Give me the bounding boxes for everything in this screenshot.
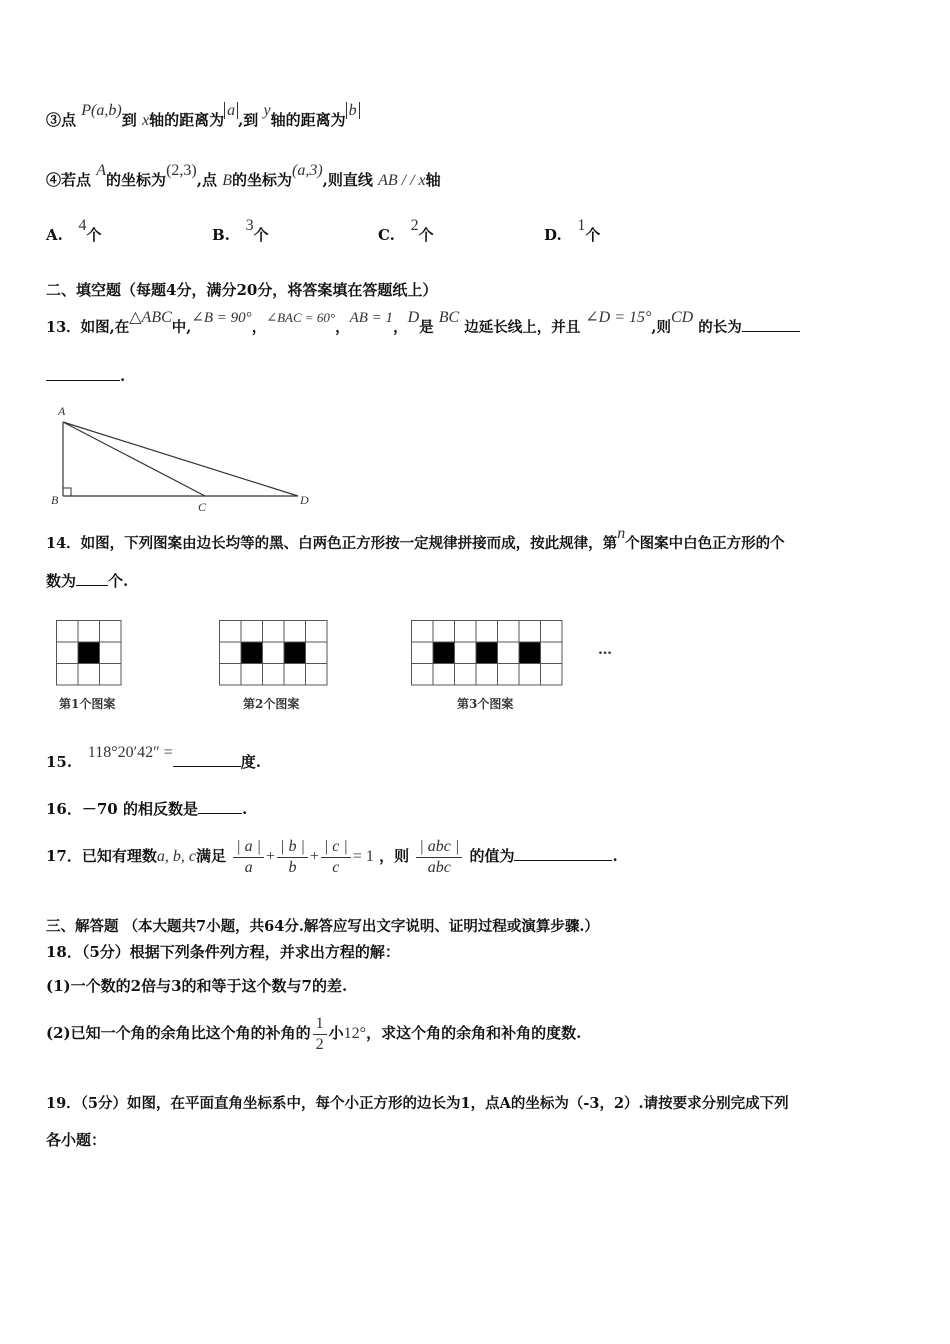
section-2-title: 二、填空题（每题4分，满分20分，将答案填在答题纸上） [46,281,438,299]
white-square [541,664,563,686]
option-number: 3 [245,217,254,234]
math-angle-expression: 118°20′42″ = [87,744,173,761]
question-13 [46,309,800,338]
math-D: D [407,309,420,326]
white-square [519,621,541,643]
answer-blank[interactable] [514,846,612,861]
text: 的坐标为 [231,171,292,189]
text: 到 [121,111,137,129]
white-square [412,664,434,686]
math-n: n [617,525,626,542]
math-x: x [141,112,150,129]
text: 点 [61,111,77,129]
option-unit: 个 [253,226,269,244]
text: ，求这个角的余角和补角的度数. [366,1024,582,1042]
option-number: 2 [410,217,419,234]
text: 15. [46,753,73,771]
white-square [306,664,328,686]
side-AD [63,422,298,496]
option-a[interactable] [46,217,102,245]
white-square [541,642,563,664]
question-18-part-1: (1)一个数的2倍与3的和等于这个数与7的差. [46,977,348,995]
side-AC [63,422,205,496]
text: 满足 [195,847,226,865]
text: 个图案中白色正方形的个 [625,535,785,552]
right-angle-mark [63,488,71,496]
plus: + [309,848,319,865]
text: 轴 [425,171,441,189]
option-b[interactable] [212,217,269,245]
answer-blank[interactable] [742,317,800,332]
text: 若点 [61,171,92,189]
question-16 [46,799,247,819]
white-square [57,642,79,664]
white-square [241,664,263,686]
pattern-1-caption: 第1个图案 [59,697,116,711]
white-square [455,642,477,664]
white-square [241,621,263,643]
text: ，则 [379,847,410,865]
label-C: C [198,500,207,514]
option-number: 4 [78,217,87,234]
math-angle-BAC: ∠BAC = 60° [266,310,336,325]
text: ， [393,319,408,336]
math-angle-B: ∠B = 90° [191,310,252,326]
black-square [284,642,306,664]
plus: + [266,848,276,865]
white-square [412,642,434,664]
text: 的值为 [469,847,515,865]
white-square [455,621,477,643]
text: 轴的距离为 [149,111,225,129]
white-square [100,642,122,664]
white-square [498,664,520,686]
white-square [263,621,285,643]
text: ,则 [651,319,671,336]
math-CD: CD [670,309,694,326]
white-square [78,664,100,686]
text: 16．－70 的相反数是 [46,800,198,818]
math-B: B [222,172,232,189]
question-14 [46,525,785,554]
text: 数为 [46,572,77,590]
white-square [306,621,328,643]
pattern-3-caption: 第3个图案 [457,697,514,711]
pattern-3-grid [411,620,563,686]
white-square [263,664,285,686]
statement-4 [46,162,441,191]
white-square [220,642,242,664]
text: 是 [419,319,434,336]
label-A: A [58,404,66,418]
ellipsis: … [598,642,612,658]
option-label: C. [378,226,395,244]
text: 轴的距离为 [270,111,346,129]
question-19-line-2: 各小题： [46,1131,107,1149]
fraction-half: $\frac{1}{2}$ [313,1014,327,1055]
white-square [100,664,122,686]
question-14-continuation [46,571,128,591]
question-15 [46,744,262,773]
text: 的坐标为 [106,171,167,189]
black-square [519,642,541,664]
answer-blank[interactable] [173,752,241,767]
answer-blank[interactable] [76,571,108,586]
text: 14．如图，下列图案由边长均等的黑、白两色正方形按一定规律拼接而成，按此规律，第 [46,535,618,552]
text: ， [335,319,350,336]
section-3-title: 三、解答题 （本大题共7小题，共64分.解答应写出文字说明、证明过程或演算步骤.） [46,918,599,935]
black-square [241,642,263,664]
white-square [220,621,242,643]
white-square [78,621,100,643]
text: . [241,800,248,818]
pattern-2-grid [219,620,328,686]
option-unit: 个 [418,226,434,244]
question-13-continuation [46,366,125,386]
fraction-abc: $\frac{\text{| abc |}}{\text{abc}}$ [416,837,462,878]
statement-3 [46,102,360,131]
math-coord-A: (2,3) [166,162,197,179]
statement-marker: ③ [46,111,62,129]
text: 17．已知有理数 [46,847,157,865]
option-c[interactable] [378,217,434,245]
math-coord: (a,b) [91,102,122,119]
white-square [498,642,520,664]
math-coord-B: (a,3) [291,162,323,179]
white-square [57,621,79,643]
text: . [612,847,618,865]
black-square [476,642,498,664]
white-square [541,621,563,643]
white-square [220,664,242,686]
white-square [476,621,498,643]
text: 边延长线上，并且 [464,319,581,336]
answer-blank[interactable] [46,366,120,381]
label-D: D [300,493,309,507]
white-square [284,621,306,643]
math-vars: a, b, c [156,848,196,865]
text: 度. [240,753,262,771]
text: ,则直线 [322,171,373,189]
text: 中, [171,319,192,336]
text: ， [251,319,267,336]
white-square [433,664,455,686]
white-square [476,664,498,686]
fraction-a: $\frac{| a |}{a}$ [233,837,264,878]
math-angle-D: ∠D = 15° [585,309,652,326]
white-square [306,642,328,664]
black-square [78,642,100,664]
white-square [284,664,306,686]
answer-blank[interactable] [198,799,242,814]
black-square [433,642,455,664]
text: 个. [108,572,129,590]
option-label: A. [46,226,63,244]
statement-marker: ④ [46,171,62,189]
math-12-degrees: 12° [343,1025,367,1042]
text: . [120,367,126,385]
white-square [519,664,541,686]
option-label: B. [212,226,230,244]
option-number: 1 [577,217,586,234]
math-abs-b: b [346,102,360,119]
text: 13．如图,在 [46,319,130,336]
white-square [455,664,477,686]
fraction-c: $\frac{| c |}{c}$ [321,837,351,878]
pattern-1-grid [56,620,122,686]
question-19-line-1: 19．（5分）如图，在平面直角坐标系中，每个小正方形的边长为1，点A的坐标为（-3，2）.请按要求分别完成下列 [46,1095,789,1112]
white-square [100,621,122,643]
text: ,到 [238,111,259,129]
math-abs-a: a [224,102,238,119]
label-B: B [51,493,59,507]
white-square [57,664,79,686]
question-18-part-2 [46,1010,581,1057]
option-d[interactable] [544,217,601,245]
math-AB-parallel: AB / / x [378,172,426,189]
white-square [412,621,434,643]
math-triangle: △ABC [129,309,172,326]
math-P: P [81,102,92,119]
question-17 [46,834,618,879]
option-unit: 个 [585,226,601,244]
math-AB: AB = 1 [349,310,394,326]
fraction-b: $\frac{| b |}{b}$ [277,837,308,878]
text: 小 [328,1024,344,1042]
text: (2)已知一个角的余角比这个角的补角的 [46,1024,311,1042]
white-square [498,621,520,643]
white-square [433,621,455,643]
math-BC: BC [438,309,460,326]
option-unit: 个 [86,226,102,244]
text: ,点 [196,171,217,189]
pattern-2-caption: 第2个图案 [243,697,300,711]
equals-one: = 1 [352,848,374,865]
math-y: y [263,102,271,119]
option-label: D. [544,226,562,244]
white-square [263,642,285,664]
math-A: A [96,162,107,179]
question-18-title: 18．（5分）根据下列条件列方程，并求出方程的解： [46,943,400,961]
triangle-figure [48,400,318,515]
text: 的长为 [698,319,742,336]
